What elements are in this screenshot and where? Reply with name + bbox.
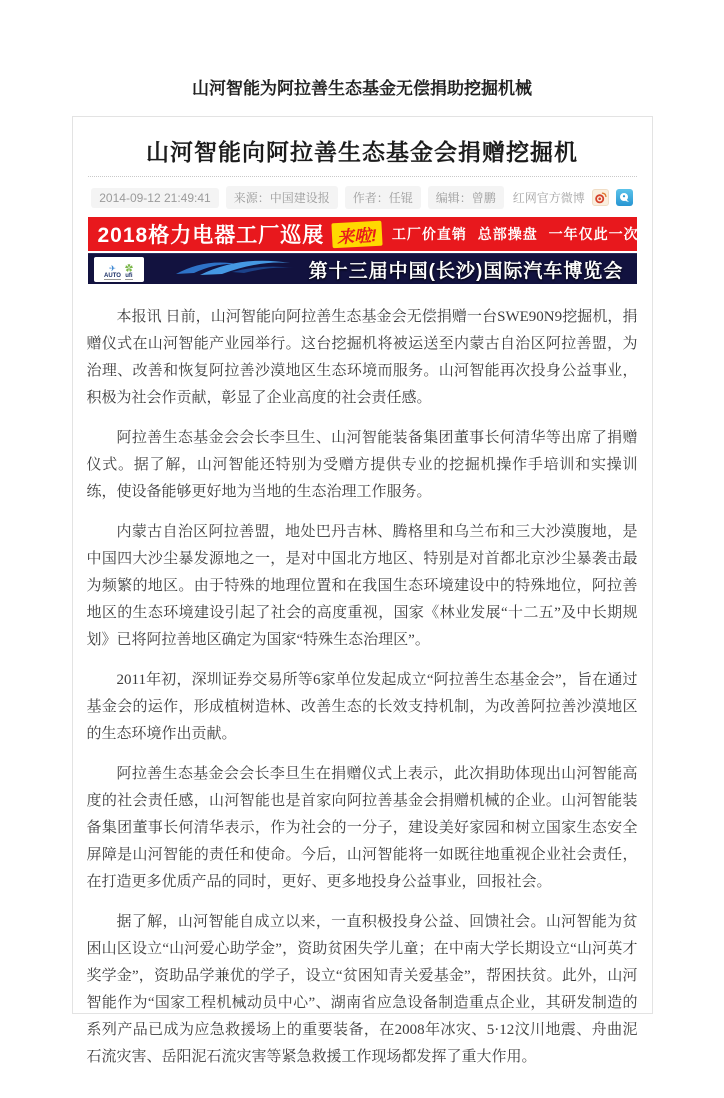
article-paragraph: 内蒙古自治区阿拉善盟，地处巴丹吉林、腾格里和乌兰布和三大沙漠腹地，是中国四大沙尘暴发源地之一，是对中国北方地区、特别是对首都北京沙尘暴袭击最为频繁的地区。由于特殊的地理位置和在我国生态环境建设中的特殊地位，阿拉善地区的生态环境建设引起了社会的高度重视，国家《林业发展“十二五”及中长期规划》已将阿拉善地区确定为国家“特殊生态治理区”。 bbox=[86, 524, 638, 648]
weibo-official-label: 红网官方微博 bbox=[512, 191, 585, 205]
article-paragraph: 阿拉善生态基金会会长李旦生在捐赠仪式上表示，此次捐助体现出山河智能高度的社会责任感，山河智能也是首家向阿拉善基金会捐赠机械的企业。山河智能装备集团董事长何清华表示，作为社会的一分子，建设美好家园和树立国家生态安全屏障是山河智能的责任和使命。今后，山河智能将一如既往地重视企业社会责任，在打造更多优质产品的同时，更好、更多地投身公益事业，回报社会。 bbox=[86, 766, 638, 890]
sina-weibo-icon[interactable] bbox=[592, 189, 609, 206]
document-page bbox=[0, 74, 724, 1098]
article-paragraph: 据了解，山河智能自成立以来，一直积极投身公益、回馈社会。山河智能为贫困山区设立“山河爱心助学金”，资助贫困失学儿童；在中南大学长期设立“山河英才奖学金”，资助品学兼优的学子，设立“贫困知青关爱基金”，帮困扶贫。此外，山河智能作为“国家工程机械动员中心”、湖南省应急设备制造重点企业，其研发制造的系列产品已成为应急救援场上的重要装备，在2008年冰灾、5·12汶川地震、舟曲泥石流灾害、岳阳泥石流灾害等紧急救援工作现场都发挥了重大作用。 bbox=[86, 914, 638, 1065]
gree-ad-tagline: 工厂价直销 总部操盘 一年仅此一次 bbox=[391, 226, 639, 242]
article-body bbox=[87, 304, 638, 1071]
gree-ad-banner[interactable] bbox=[88, 217, 637, 251]
gree-ad-headline: 2018格力电器工厂巡展 bbox=[97, 224, 325, 247]
article-paragraph: 阿拉善生态基金会会长李旦生、山河智能装备集团董事长何清华等出席了捐赠仪式。据了解，山河智能还特别为受赠方提供专业的挖掘机操作手培训和实操训练，使设备能够更好地为当地的生态治理工作服务。 bbox=[86, 430, 638, 500]
gree-ad-badge: 来啦! bbox=[332, 220, 383, 248]
article-container bbox=[72, 116, 653, 1065]
article-meta bbox=[73, 186, 652, 209]
auto-expo-ad-banner[interactable] bbox=[88, 253, 637, 284]
editor-label: 编辑：曾鹏 bbox=[428, 186, 504, 209]
car-swoosh-icon bbox=[172, 254, 302, 285]
author-label: 作者：任锟 bbox=[345, 186, 421, 209]
tencent-weibo-icon[interactable] bbox=[616, 189, 633, 206]
article-paragraph: 2011年初，深圳证券交易所等6家单位发起成立“阿拉善生态基金会”，旨在通过基金会的运作，形成植树造林、改善生态的长效支持机制，为改善阿拉善沙漠地区的生态环境作出贡献。 bbox=[86, 672, 638, 742]
ufi-logo-icon: ✿ ufi bbox=[124, 263, 133, 279]
title-divider bbox=[88, 176, 637, 177]
source-label: 来源：中国建设报 bbox=[226, 186, 338, 209]
auto-logo-icon: ✈ AUTO bbox=[104, 263, 121, 279]
auto-expo-logos bbox=[94, 257, 144, 282]
article-title: 山河智能向阿拉善生态基金会捐赠挖掘机 bbox=[146, 140, 578, 165]
article-paragraph: 本报讯 日前，山河智能向阿拉善生态基金会无偿捐赠一台SWE90N9挖掘机，捐赠仪式在山河智能产业园举行。这台挖掘机将被运送至内蒙古自治区阿拉善盟，为治理、改善和恢复阿拉善沙漠地区生态环境而服务。山河智能再次投身公益事业，积极为社会作贡献，彰显了企业高度的社会责任感。 bbox=[86, 309, 638, 406]
publish-timestamp: 2014-09-12 21:49:41 bbox=[91, 188, 218, 208]
page-title: 山河智能为阿拉善生态基金无偿捐助挖掘机械 bbox=[192, 79, 532, 98]
auto-expo-title: 第十三届中国(长沙)国际汽车博览会 bbox=[308, 260, 624, 282]
